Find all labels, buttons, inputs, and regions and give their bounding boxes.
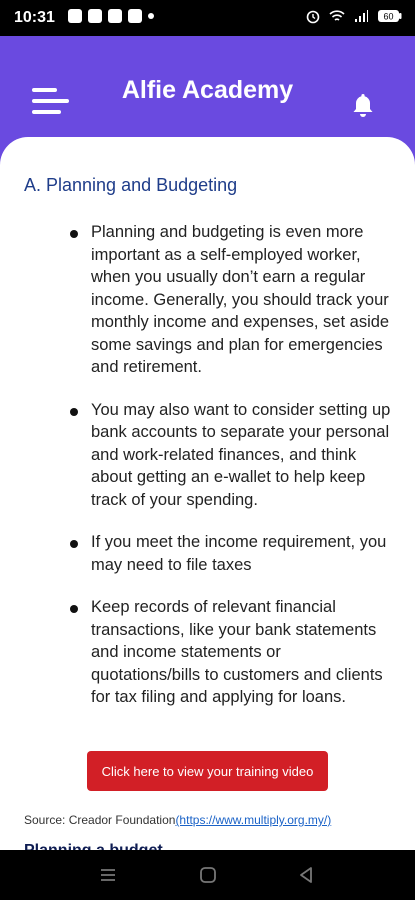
- content-card: [0, 137, 415, 850]
- list-item: Planning and budgeting is even more important as a self-employed worker, when you usually don’t earn a regular income. Generally, you should track your monthly income and expenses, set aside some savings and plan for emergencies and retirement.: [72, 221, 392, 379]
- person-add-icon: [88, 9, 102, 23]
- home-icon[interactable]: [198, 865, 218, 885]
- app-title: Alfie Academy: [121, 76, 294, 104]
- battery-level: 60: [383, 11, 394, 22]
- bullet-list: [72, 221, 392, 729]
- back-icon[interactable]: [296, 865, 316, 885]
- source-link[interactable]: (https://www.multiply.org.my/): [175, 813, 332, 827]
- status-bar: [0, 0, 415, 36]
- status-time: 10:31: [14, 9, 55, 26]
- signal-icon: [353, 8, 369, 24]
- notification-icons: [68, 9, 154, 23]
- app-notification-icon: [68, 9, 82, 23]
- message-icon: [108, 9, 122, 23]
- app-bar: [0, 36, 415, 146]
- list-item: Keep records of relevant financial transactions, like your bank statements and income statements or quotations/bills to customers and clients for tax filing and applying for loans.: [72, 596, 392, 709]
- recent-apps-icon[interactable]: [98, 865, 118, 885]
- system-icons: [305, 8, 403, 24]
- list-item: You may also want to consider setting up bank accounts to separate your personal and work-related finances, and think about getting an e-wallet to help keep track of your spending.: [72, 399, 392, 512]
- bell-icon[interactable]: [351, 92, 375, 118]
- source-label: Source: Creador Foundation: [24, 813, 176, 827]
- view-training-video-button[interactable]: Click here to view your training video: [87, 751, 328, 791]
- more-dot-icon: [148, 13, 154, 19]
- source-citation: [24, 813, 331, 827]
- instagram-icon: [128, 9, 142, 23]
- alarm-icon: [305, 8, 321, 24]
- list-item: If you meet the income requirement, you may need to file taxes: [72, 531, 392, 576]
- system-nav-bar: [0, 850, 415, 900]
- section-title: A. Planning and Budgeting: [24, 175, 238, 195]
- battery-icon: [377, 9, 403, 23]
- wifi-icon: [329, 8, 345, 24]
